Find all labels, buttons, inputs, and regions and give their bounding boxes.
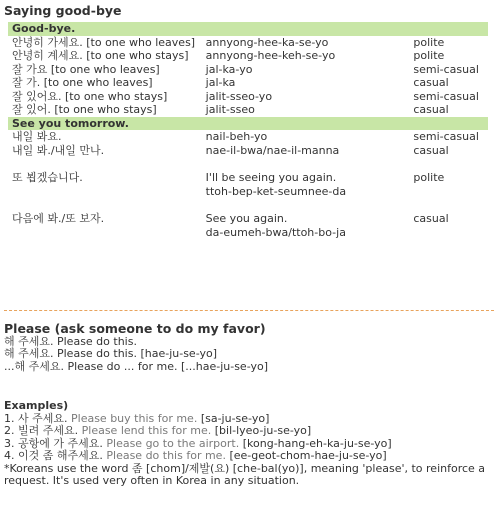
table-row: [8, 63, 488, 77]
politeness-level: casual: [413, 212, 449, 225]
korean-phrase: 안녕히 가세요. [to one who leaves]: [12, 35, 196, 49]
table-row: [8, 36, 488, 50]
table-row: [8, 144, 488, 172]
korean-phrase: 잘 있어. [to one who stays]: [12, 103, 157, 116]
korean-phrase: 잘 가. [to one who leaves]: [12, 76, 153, 89]
politeness-level: casual: [413, 143, 449, 157]
politeness-level: polite: [413, 35, 445, 49]
table-row: [8, 130, 488, 144]
please-line: 해 주세요. Please do this. [hae-ju-se-yo]: [4, 347, 218, 360]
politeness-level: semi-casual: [413, 89, 479, 103]
politeness-level: semi-casual: [413, 130, 479, 143]
table-row: [8, 76, 488, 90]
table-row: [8, 90, 488, 104]
korean-phrase: 또 뵙겠습니다.: [12, 171, 83, 184]
romanization: nail-beh-yo: [205, 130, 268, 143]
romanization-line: ttoh-bep-ket-seumnee-da: [205, 184, 347, 198]
example-item: 3. 공항에 가 주세요. Please go to the airport. [kong-hang-eh-ka-ju-se-yo]: [4, 436, 392, 450]
romanization: [202, 212, 410, 239]
romanization: [202, 171, 410, 212]
examples-heading: Examples): [4, 399, 69, 412]
page-title: Saying good-bye: [4, 3, 122, 18]
section-header-see-you: See you tomorrow.: [8, 117, 488, 131]
table-row: [8, 103, 488, 117]
please-line: ...해 주세요. Please do ... for me. [...hae-ju-se-yo]: [4, 359, 269, 373]
please-section: [4, 323, 498, 373]
table-row: [8, 212, 488, 239]
romanization: jal-ka: [205, 76, 236, 89]
politeness-level: semi-casual: [413, 62, 479, 76]
table-row: [8, 171, 488, 212]
examples-section: [4, 400, 498, 488]
please-heading: Please (ask someone to do my favor): [4, 321, 266, 336]
table-row: [8, 49, 488, 63]
politeness-level: casual: [413, 76, 449, 89]
romanization: jal-ka-yo: [205, 62, 253, 76]
romanization: annyong-hee-ka-se-yo: [205, 35, 329, 49]
example-item: 4. 이것 좀 해주세요. Please do this for me. [ee-geot-chom-hae-ju-se-yo]: [4, 449, 387, 462]
korean-phrase: 안녕히 계세요. [to one who stays]: [12, 49, 189, 62]
korean-phrase: 잘 있어요. [to one who stays]: [12, 89, 168, 103]
usage-note: *Koreans use the word 좀 [chom]/제발(요) [che-bal(yo)], meaning 'please', to reinforce a request. It's used very often in Korea in any situation.: [4, 461, 486, 487]
romanization: jalit-sseo-yo: [205, 89, 273, 103]
section-header-goodbye: Good-bye.: [8, 22, 488, 36]
romanization: nae-il-bwa/nae-il-manna: [205, 143, 340, 157]
english-meaning: I'll be seeing you again.: [205, 171, 337, 184]
korean-phrase: 잘 가요 [to one who leaves]: [12, 62, 160, 76]
politeness-level: polite: [413, 49, 445, 62]
romanization: jalit-sseo: [205, 103, 255, 116]
example-item: 2. 빌려 주세요. Please lend this for me. [bil-lyeo-ju-se-yo]: [4, 424, 312, 437]
korean-phrase: 내일 봐./내일 만나.: [12, 143, 105, 157]
romanization-line: da-eumeh-bwa/ttoh-bo-ja: [205, 225, 346, 239]
please-line: 해 주세요. Please do this.: [4, 334, 137, 348]
section-divider: [4, 310, 494, 311]
politeness-level: polite: [413, 171, 445, 184]
romanization: annyong-hee-keh-se-yo: [205, 49, 336, 62]
phrase-table: [8, 22, 488, 239]
korean-phrase: 내일 봐요.: [12, 130, 62, 143]
politeness-level: casual: [413, 103, 449, 116]
korean-phrase: 다음에 봐./또 보자.: [12, 212, 105, 225]
example-item: 1. 사 주세요. Please buy this for me. [sa-ju-se-yo]: [4, 411, 270, 425]
english-meaning: See you again.: [205, 212, 288, 225]
